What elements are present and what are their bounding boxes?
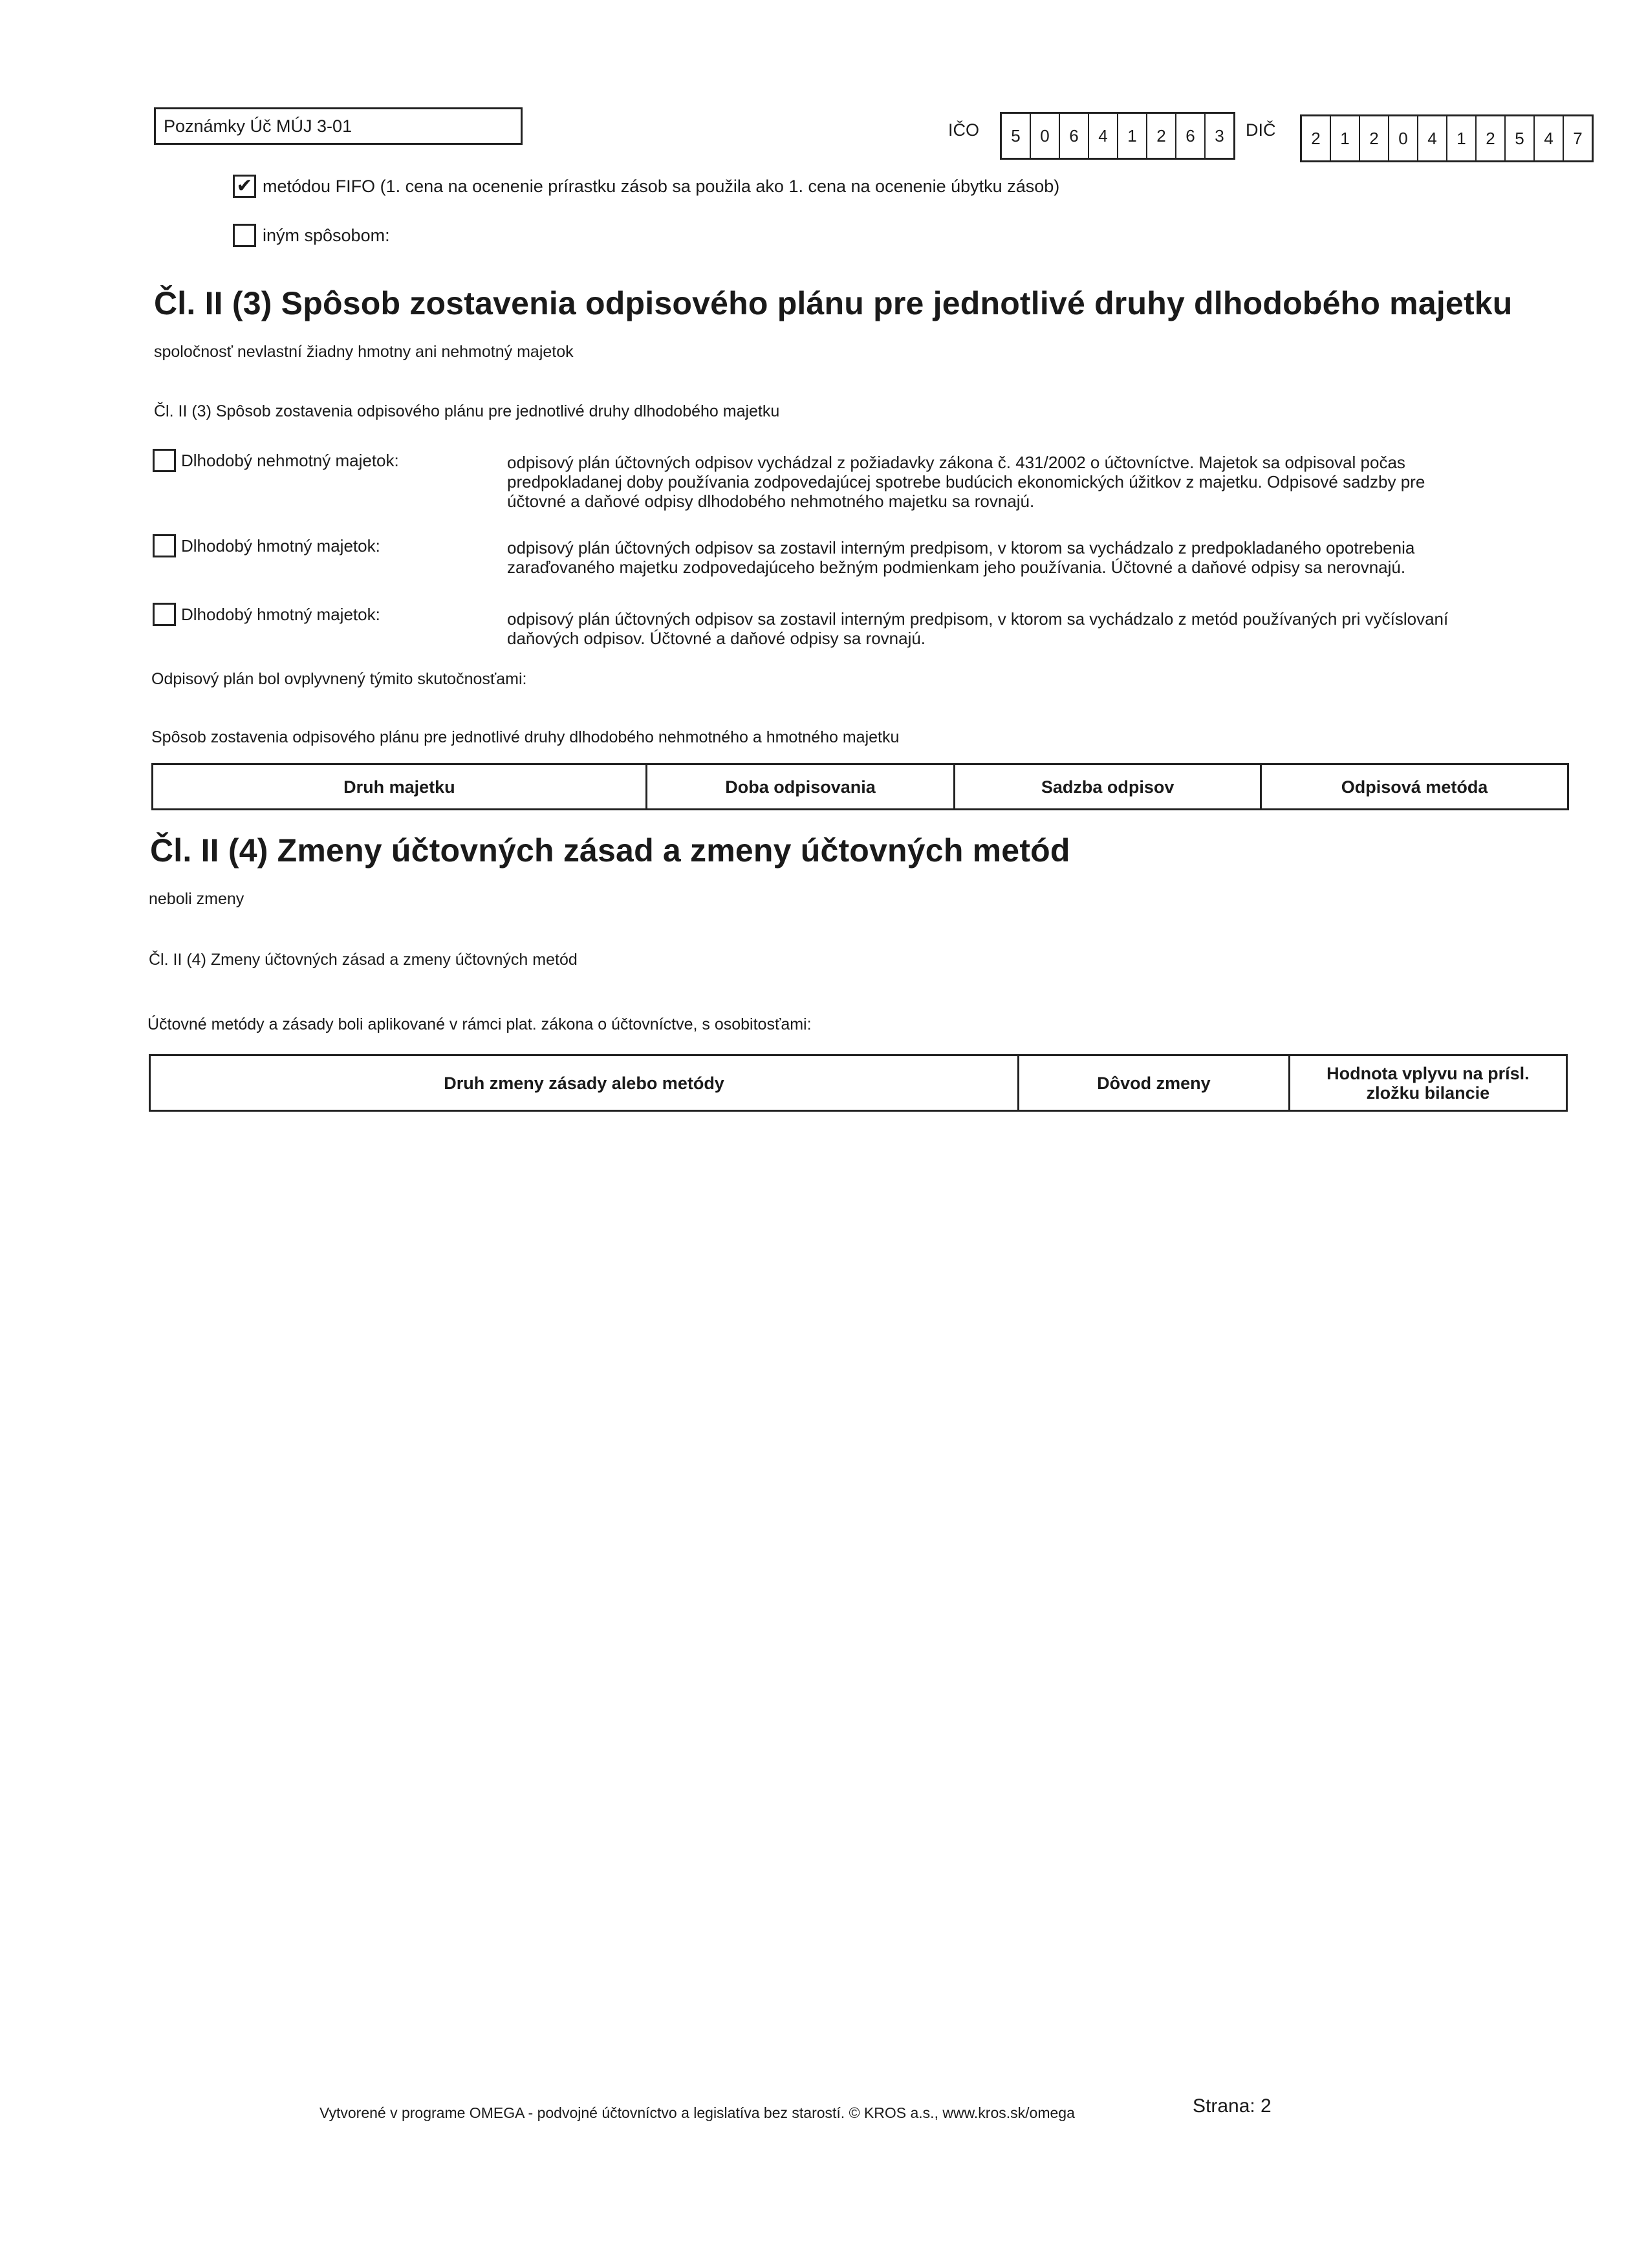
changes-table-caption: Účtovné metódy a zásady boli aplikované v rámci plat. zákona o účtovníctve, s osobitosťami:: [147, 1015, 812, 1033]
dep-text-line: daňových odpisov. Účtovné a daňové odpisy sa rovnajú.: [507, 629, 926, 648]
ico-digit: 2: [1147, 114, 1176, 158]
col-asset-type: Druh majetku: [153, 764, 647, 810]
option-other[interactable]: [233, 224, 390, 247]
dep-item-label: Dlhodobý hmotný majetok:: [181, 535, 380, 556]
dep-text-line: odpisový plán účtovných odpisov vychádzal z požiadavky zákona č. 431/2002 o účtovníctve. Majetok sa odpisoval počas: [507, 453, 1405, 472]
section-ii-4-heading: Čl. II (4) Zmeny účtovných zásad a zmeny účtovných metód: [150, 832, 1070, 869]
dep-item-intangible[interactable]: [153, 449, 489, 472]
dic-digit: 2: [1477, 116, 1506, 160]
dep-item-tangible-2[interactable]: [153, 603, 489, 626]
impact-value-line: Hodnota vplyvu na prísl.: [1326, 1063, 1530, 1083]
col-depreciation-period: Doba odpisovania: [646, 764, 954, 810]
form-id-box: Poznámky Úč MÚJ 3-01: [154, 107, 523, 145]
col-depreciation-rate: Sadzba odpisov: [955, 764, 1261, 810]
footer-text: Vytvorené v programe OMEGA - podvojné účtovníctvo a legislatíva bez starostí. © KROS a.s., www.kros.sk/omega: [319, 2104, 1075, 2121]
dep-table-caption: Spôsob zostavenia odpisového plánu pre jednotlivé druhy dlhodobého nehmotného a hmotného majetku: [151, 728, 900, 746]
section-ii-3-subheading: Čl. II (3) Spôsob zostavenia odpisového plánu pre jednotlivé druhy dlhodobého majetku: [154, 402, 780, 420]
option-other-label: iným spôsobom:: [263, 225, 390, 245]
dic-digit-boxes: [1300, 114, 1594, 162]
ico-digit: 0: [1031, 114, 1060, 158]
dep-text-line: zaraďovaného majetku zodpovedajúceho bežným podmienkam jeho používania. Účtovné a daňové odpisy sa nerovnajú.: [507, 557, 1406, 577]
col-change-reason: Dôvod zmeny: [1019, 1055, 1290, 1111]
changes-table: [149, 1054, 1568, 1112]
dep-item-label: Dlhodobý nehmotný majetok:: [181, 450, 399, 470]
section-ii-3-heading: Čl. II (3) Spôsob zostavenia odpisového plánu pre jednotlivé druhy dlhodobého majetku: [154, 285, 1513, 321]
option-fifo-label: metódou FIFO (1. cena na ocenenie prírastku zásob sa použila ako 1. cena na ocenenie úbytku zásob): [263, 176, 1060, 196]
checkbox-other[interactable]: [233, 224, 256, 247]
dic-digit: 7: [1573, 128, 1583, 148]
col-depreciation-method: Odpisová metóda: [1261, 764, 1568, 810]
table-header-row: [150, 1055, 1567, 1111]
ico-digit: 6: [1176, 114, 1206, 158]
dep-item-text: [507, 453, 1516, 511]
ico-digit: 5: [1002, 114, 1031, 158]
dic-digit: 2: [1360, 116, 1389, 160]
ico-digit: 3: [1215, 125, 1224, 146]
dic-digit: 5: [1506, 116, 1535, 160]
table-header-row: [153, 764, 1568, 810]
section-ii-3-note: spoločnosť nevlastní žiadny hmotny ani nehmotný majetok: [154, 343, 574, 361]
col-change-type: Druh zmeny zásady alebo metódy: [150, 1055, 1019, 1111]
dic-label: DIČ: [1246, 120, 1276, 140]
dep-text-line: odpisový plán účtovných odpisov sa zostavil interným predpisom, v ktorom sa vychádzalo z predpokladaného opotrebenia: [507, 538, 1415, 557]
option-fifo[interactable]: [233, 175, 1059, 198]
dep-item-text: [507, 538, 1516, 577]
dic-digit: 0: [1389, 116, 1418, 160]
page-number: Strana: 2: [1193, 2095, 1272, 2117]
section-ii-4-subheading: Čl. II (4) Zmeny účtovných zásad a zmeny účtovných metód: [149, 951, 578, 969]
dic-digit: 2: [1302, 116, 1331, 160]
dep-item-text: [507, 609, 1516, 648]
ico-digit: 1: [1118, 114, 1147, 158]
checkbox-tangible-2[interactable]: [153, 603, 176, 626]
dep-item-tangible-1[interactable]: [153, 534, 489, 557]
dep-text-line: predpokladanej doby používania zodpovedajúcej spotrebe budúcich ekonomických úžitkov z majetku. Odpisové sadzby pre: [507, 472, 1425, 491]
dic-digit: 1: [1331, 116, 1360, 160]
dic-digit: 4: [1535, 116, 1564, 160]
influenced-by-label: Odpisový plán bol ovplyvnený týmito skutočnosťami:: [151, 670, 527, 688]
impact-value-line: zložku bilancie: [1366, 1083, 1490, 1103]
checkbox-tangible-1[interactable]: [153, 534, 176, 557]
ico-label: IČO: [948, 120, 980, 140]
section-ii-4-note: neboli zmeny: [149, 890, 244, 908]
col-impact-value: [1289, 1055, 1566, 1111]
dep-text-line: odpisový plán účtovných odpisov sa zostavil interným predpisom, v ktorom sa vychádzalo z metód používaných pri vyčíslovaní: [507, 609, 1449, 629]
dic-digit: 1: [1447, 116, 1477, 160]
dep-item-label: Dlhodobý hmotný majetok:: [181, 604, 380, 624]
dep-plan-table: [151, 763, 1569, 810]
ico-digit: 6: [1060, 114, 1089, 158]
dic-digit: 4: [1418, 116, 1447, 160]
dep-text-line: účtovné a daňové odpisy dlhodobého nehmotného majetku sa rovnajú.: [507, 491, 1035, 511]
checkbox-fifo[interactable]: ✔: [233, 175, 256, 198]
ico-digit: 4: [1089, 114, 1118, 158]
checkbox-intangible[interactable]: [153, 449, 176, 472]
ico-digit-boxes: [1000, 112, 1235, 160]
